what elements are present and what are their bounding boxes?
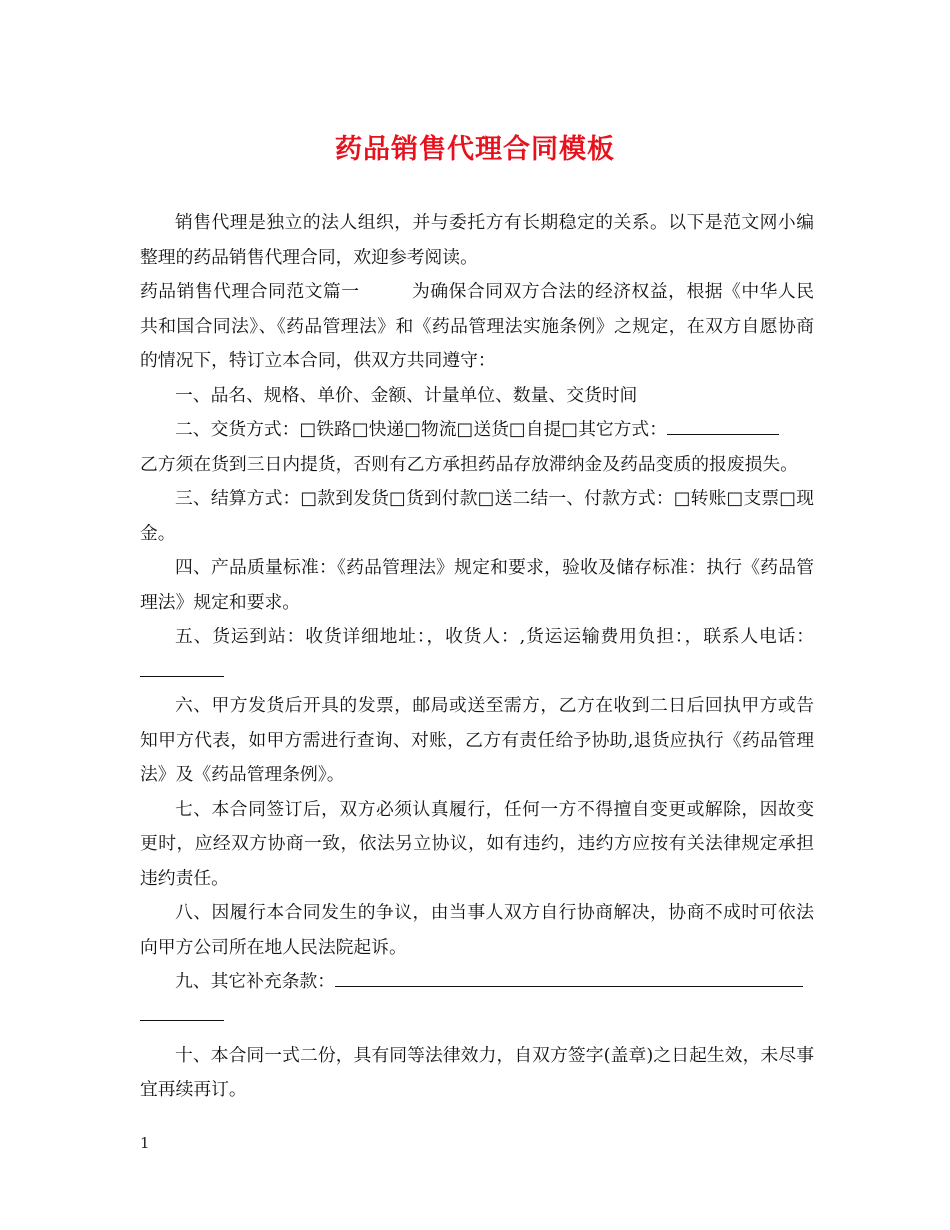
clause-2-head: 二、交货方式：□铁路□快递□物流□送货□自提□其它方式： (175, 419, 667, 440)
document-title: 药品销售代理合同模板 (335, 134, 615, 165)
clause-10: 十、本合同一式二份，具有同等法律效力，自双方签字(盖章)之日起生效，未尽事宜再续再订。 (140, 1044, 814, 1100)
preface-label: 药品销售代理合同范文篇一 (140, 281, 360, 302)
contact-phone-blank (140, 656, 224, 677)
clause-4: 四、产品质量标准：《药品管理法》规定和要求，验收及储存标准：执行《药品管理法》规定和要求。 (140, 557, 814, 613)
page-number: 1 (140, 1134, 150, 1152)
other-method-blank (667, 414, 779, 435)
clause-2 (140, 413, 814, 448)
clause-1: 一、品名、规格、单价、金额、计量单位、数量、交货时间 (175, 384, 638, 406)
intro-paragraph: 销售代理是独立的法人组织，并与委托方有长期稳定的关系。以下是范文网小编整理的药品销售代理合同，欢迎参考阅读。 (140, 212, 814, 268)
preface-paragraph (140, 275, 814, 379)
clause-5 (140, 620, 814, 689)
clause-9 (140, 965, 814, 1000)
supplementary-terms-blank-continuation (140, 1000, 224, 1021)
clause-2-continuation: 乙方须在货到三日内提货，否则有乙方承担药品存放滞纳金及药品变质的报废损失。 (140, 453, 798, 475)
supplementary-terms-blank (335, 966, 803, 987)
clause-9-text: 九、其它补充条款： (175, 971, 336, 992)
clause-5-text: 五、货运到站：收货详细地址：，收货人：,货运运输费用负担：，联系人电话： (175, 626, 814, 647)
clause-6: 六、甲方发货后开具的发票，邮局或送至需方，乙方在收到二日后回执甲方或告知甲方代表，如甲方需进行查询、对账，乙方有责任给予协助,退货应执行《药品管理法》及《药品管理条例》。 (140, 695, 814, 785)
preface-text: 为确保合同双方合法的经济权益，根据《中华人民共和国合同法》、《药品管理法》和《药品管理法实施条例》之规定，在双方自愿协商的情况下，特订立本合同，供双方共同遵守： (140, 281, 814, 371)
clause-8: 八、因履行本合同发生的争议，由当事人双方自行协商解决，协商不成时可依法向甲方公司所在地人民法院起诉。 (140, 902, 814, 958)
clause-3: 三、结算方式：□款到发货□货到付款□送二结一、付款方式：□转账□支票□现金。 (140, 488, 814, 544)
document-body (140, 206, 814, 1108)
clause-7: 七、本合同签订后，双方必须认真履行，任何一方不得擅自变更或解除，因故变更时，应经双方协商一致，依法另立协议，如有违约，违约方应按有关法律规定承担违约责任。 (140, 798, 814, 889)
